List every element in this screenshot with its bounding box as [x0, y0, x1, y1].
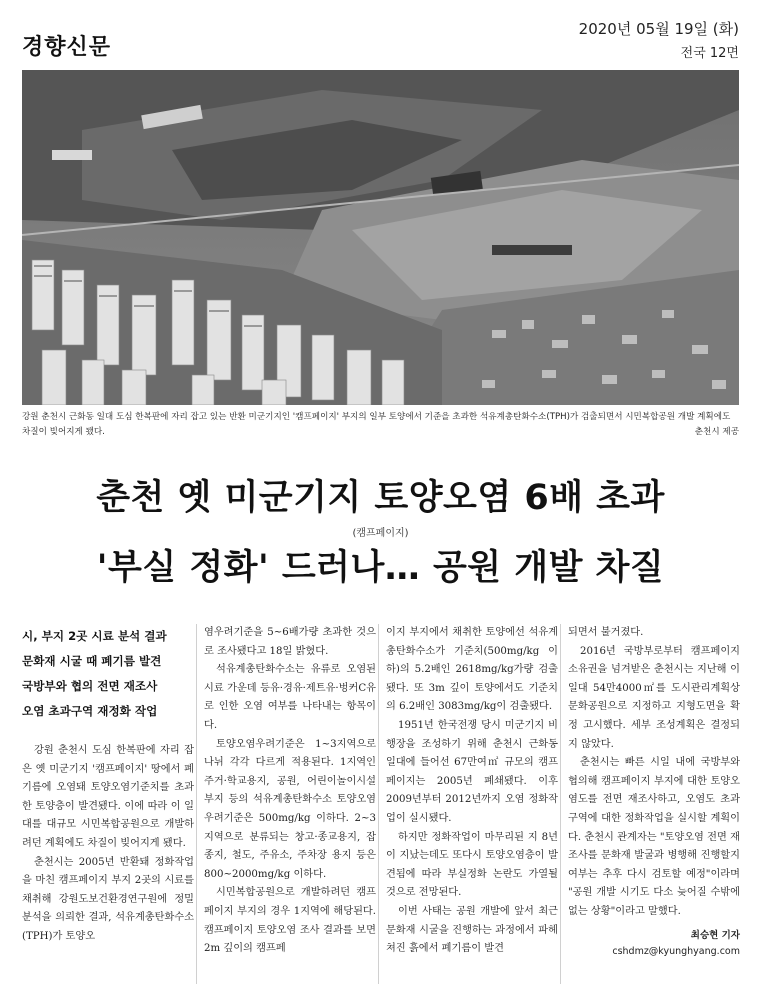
article-paragraph: 이지 부지에서 채취한 토양에선 석유계총탄화수소가 기준치(500mg/kg 이하)의 5.2배인 2618mg/kg가량 검출됐다. 또 3m 깊이 토양에서도 기준치의 6.2배인 3083mg/kg이 검출됐다.: [386, 627, 558, 713]
subheadline: 국방부와 협의 전면 재조사: [22, 679, 158, 693]
reporter-name: 최승현 기자: [690, 929, 740, 941]
column-divider: [378, 624, 379, 984]
aerial-photo: [22, 70, 739, 405]
article-paragraph: 되면서 불거졌다.: [568, 627, 644, 638]
subheadline: 문화재 시굴 때 폐기름 발견: [22, 654, 162, 668]
photo-caption-text: 강원 춘천시 근화동 일대 도심 한복판에 자리 잡고 있는 반환 미군기지인 '캠프페이지' 부지의 일부 토양에서 기준을 초과한 석유계총탄화수소(TPH)가 검출되면서 시민복합공원 개발 계획에도 차질이 빚어지게 됐다.: [22, 412, 731, 437]
article-paragraph: 춘천시는 2005년 반환돼 정화작업을 마친 캠프페이지 부지 2곳의 시료를 채취해 강원도보건환경연구원에 정밀분석을 의뢰한 결과, 석유계총탄화수소(TPH)가 토양오: [22, 856, 194, 942]
article-paragraph: 시민복합공원으로 개발하려던 캠프페이지 부지의 경우 1지역에 해당된다. 캠프페이지 토양오염 조사 결과를 보면 2m 깊이의 캠프페: [204, 887, 376, 955]
article-column-3: [386, 624, 558, 959]
article-paragraph: 춘천시는 빠른 시일 내에 국방부와 협의해 캠프페이지 부지에 대한 토양오염도를 전면 재조사하고, 오염도 초과구역에 대한 정화작업을 실시할 계획이다. 춘천시 관계자는 "토양오염 전면 재조사를 문화재 발굴과 병행해 진행할지 여부는 추후 다시 검토할 예정"이라며 "공원 개발 시기도 다소 늦어질 수밖에 없는 상황"이라고 말했다.: [568, 757, 740, 917]
subheadline: 오염 초과구역 재정화 작업: [22, 704, 158, 718]
article-paragraph: 1951년 한국전쟁 당시 미군기지 비행장을 조성하기 위해 춘천시 근화동 일대에 들어선 67만여㎡ 규모의 캠프페이지는 2005년 폐쇄됐다. 이후 2009년부터 2012년까지 오염 정화작업이 실시됐다.: [386, 719, 558, 824]
article-paragraph: 강원 춘천시 도심 한복판에 자리 잡은 옛 미군기지 '캠프페이지' 땅에서 폐기름에 오염돼 토양오염기준치를 초과한 토양층이 발견됐다. 이에 따라 이 일대를 대규모 시민복합공원으로 개발하려던 계획에도 차질이 빚어지게 됐다.: [22, 745, 194, 849]
photo-credit: 춘천시 제공: [694, 427, 739, 437]
column-divider: [560, 624, 561, 984]
publication-date: 2020년 05월 19일 (화): [578, 20, 739, 38]
photo-caption: [22, 410, 739, 440]
article-paragraph: 석유계총탄화수소는 유류로 오염된 시료 가운데 등유·경유·제트유·벙커C유로 인한 오염 여부를 나타내는 항목이다.: [204, 664, 376, 731]
reporter-email: cshdmz@kyunghyang.com: [612, 945, 740, 957]
masthead: 경향신문: [22, 34, 112, 60]
article-paragraph: 염우려기준을 5~6배가량 초과한 것으로 조사됐다고 18일 밝혔다.: [204, 627, 376, 657]
headline-main: 춘천 옛 미군기지 토양오염 6배 초과: [96, 478, 665, 518]
article-column-2: [204, 624, 376, 959]
subheadline: 시, 부지 2곳 시료 분석 결과: [22, 629, 167, 643]
article-column-4: [568, 624, 740, 960]
byline: [568, 928, 740, 960]
article-paragraph: 토양오염우려기준은 1~3지역으로 나뉘 각각 다르게 적용된다. 1지역인 주거·학교용지, 공원, 어린이놀이시설 부지 등의 석유계총탄화수소 토양오염우려기준은 500mg/kg 이하다. 2~3지역으로 분류되는 창고·종교용지, 잡종지, 철도, 주유소, 주차장 용지 등은 800~2000mg/kg 이하다.: [204, 738, 376, 880]
subheadlines: [22, 624, 194, 724]
headline-kicker: (캠프페이지): [352, 528, 409, 539]
article-paragraph: 2016년 국방부로부터 캠프페이지 소유권을 넘겨받은 춘천시는 지난해 이 일대 54만4000㎡를 도시관리계획상 문화공원으로 지정하고 지형도면을 확정 고시했다. 세부 조성계획은 결정되지 않았다.: [568, 645, 740, 750]
aerial-photo-illustration: [22, 70, 739, 405]
headline-secondary: '부실 정화' 드러나… 공원 개발 차질: [96, 548, 665, 588]
article-paragraph: 이번 사태는 공원 개발에 앞서 최근 문화재 시굴을 진행하는 과정에서 파헤쳐진 흙에서 폐기름이 발견: [386, 905, 558, 955]
article-paragraph: 하지만 정화작업이 마무리된 지 8년이 지났는데도 또다시 토양오염층이 발견됨에 따라 부실정화 논란도 가열될 것으로 전망된다.: [386, 831, 558, 899]
article-column-1: [22, 624, 194, 947]
column-divider: [196, 624, 197, 984]
edition-page: 전국 12면: [680, 46, 739, 61]
